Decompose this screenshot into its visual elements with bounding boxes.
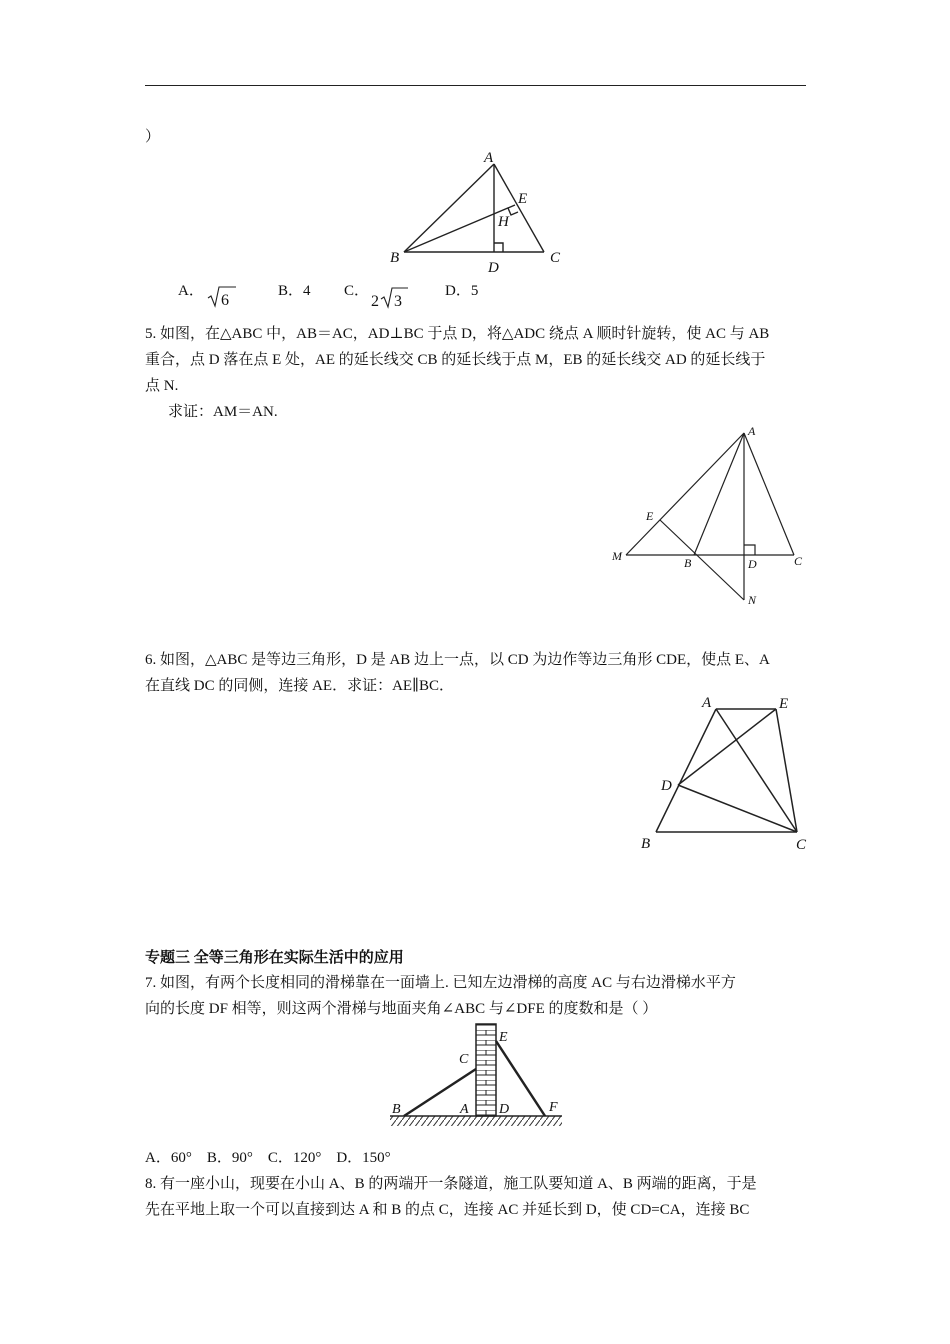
q6-line2: 在直线 DC 的同侧，连接 AE．求证：AE∥BC．	[145, 678, 455, 694]
question4-closing-paren: ）	[145, 129, 161, 145]
q6-figure	[636, 690, 816, 855]
q6-line1: 6. 如图，△ABC 是等边三角形，D 是 AB 边上一点，以 CD 为边作等边三角形 CDE，使点 E、A	[145, 652, 770, 668]
q5-label-C: C	[794, 554, 803, 568]
q4-label-H: H	[498, 214, 509, 230]
q4-option-d	[445, 279, 478, 300]
svg-text:3: 3	[394, 293, 402, 310]
q4-figure	[380, 145, 570, 275]
q4-option-a-letter: A．	[178, 283, 204, 299]
q7-label-A: A	[460, 1102, 469, 1117]
q6-label-A: A	[702, 695, 712, 711]
q5-figure	[605, 418, 815, 613]
q4-option-b-value: 4	[303, 283, 311, 299]
section3-title: 专题三 全等三角形在实际生活中的应用	[145, 950, 404, 966]
q4-option-b-letter: B．	[278, 283, 304, 299]
q7-figure	[385, 1018, 570, 1136]
q5-label-A: A	[748, 424, 756, 438]
q4-label-D: D	[488, 260, 499, 276]
svg-text:2: 2	[371, 293, 379, 310]
q6-label-B: B	[641, 836, 651, 852]
q5-line2: 重合，点 D 落在点 E 处，AE 的延长线交 CB 的延长线于点 M，EB 的延长线交 AD 的延长线于	[145, 352, 766, 368]
q4-label-C: C	[550, 250, 561, 266]
q4-option-c-letter: C．	[344, 283, 370, 299]
svg-text:6: 6	[221, 292, 229, 309]
q7-line1: 7. 如图，有两个长度相同的滑梯靠在一面墙上. 已知左边滑梯的高度 AC 与右边滑梯水平方	[145, 975, 736, 991]
q7-options: A．60° B．90° C．120° D．150°	[145, 1150, 391, 1166]
q6-label-E: E	[779, 696, 789, 712]
q4-option-d-value: 5	[470, 283, 479, 299]
q4-label-B: B	[390, 250, 400, 266]
q8-line2: 先在平地上取一个可以直接到达 A 和 B 的点 C，连接 AC 并延长到 D，使 CD=CA，连接 BC	[145, 1202, 750, 1218]
q8-line1: 8. 有一座小山，现要在小山 A、B 的两端开一条隧道，施工队要知道 A、B 两端的距离，于是	[145, 1176, 757, 1192]
q5-label-M: M	[612, 549, 622, 563]
q5-label-B: B	[684, 556, 692, 570]
q7-label-C: C	[459, 1052, 469, 1067]
q6-label-D: D	[661, 778, 672, 794]
q4-option-d-letter: D．	[445, 283, 471, 299]
q5-line3: 点 N.	[145, 378, 179, 394]
2sqrt3-expression	[370, 285, 410, 311]
q6-label-C: C	[796, 837, 807, 853]
q5-label-E: E	[646, 509, 654, 523]
q4-option-c	[344, 279, 369, 300]
q4-option-b	[278, 279, 311, 300]
q7-label-B: B	[392, 1102, 401, 1117]
q5-prove: 求证：AM＝AN.	[168, 404, 278, 420]
q5-label-D: D	[748, 557, 757, 571]
q4-label-A: A	[484, 150, 494, 166]
q4-option-a	[178, 279, 204, 300]
q7-label-F: F	[549, 1100, 558, 1115]
q5-line1: 5. 如图，在△ABC 中，AB＝AC，AD⊥BC 于点 D，将△ADC 绕点 A 顺时针旋转，使 AC 与 AB	[145, 326, 770, 342]
q7-label-D: D	[499, 1102, 510, 1117]
q7-line2: 向的长度 DF 相等，则这两个滑梯与地面夹角∠ABC 与∠DFE 的度数和是（ ）	[145, 1001, 658, 1017]
q4-label-E: E	[518, 191, 528, 207]
q5-label-N: N	[748, 593, 757, 607]
header-rule	[145, 85, 806, 86]
q7-label-E: E	[499, 1030, 508, 1045]
sqrt6-expression	[206, 284, 238, 310]
